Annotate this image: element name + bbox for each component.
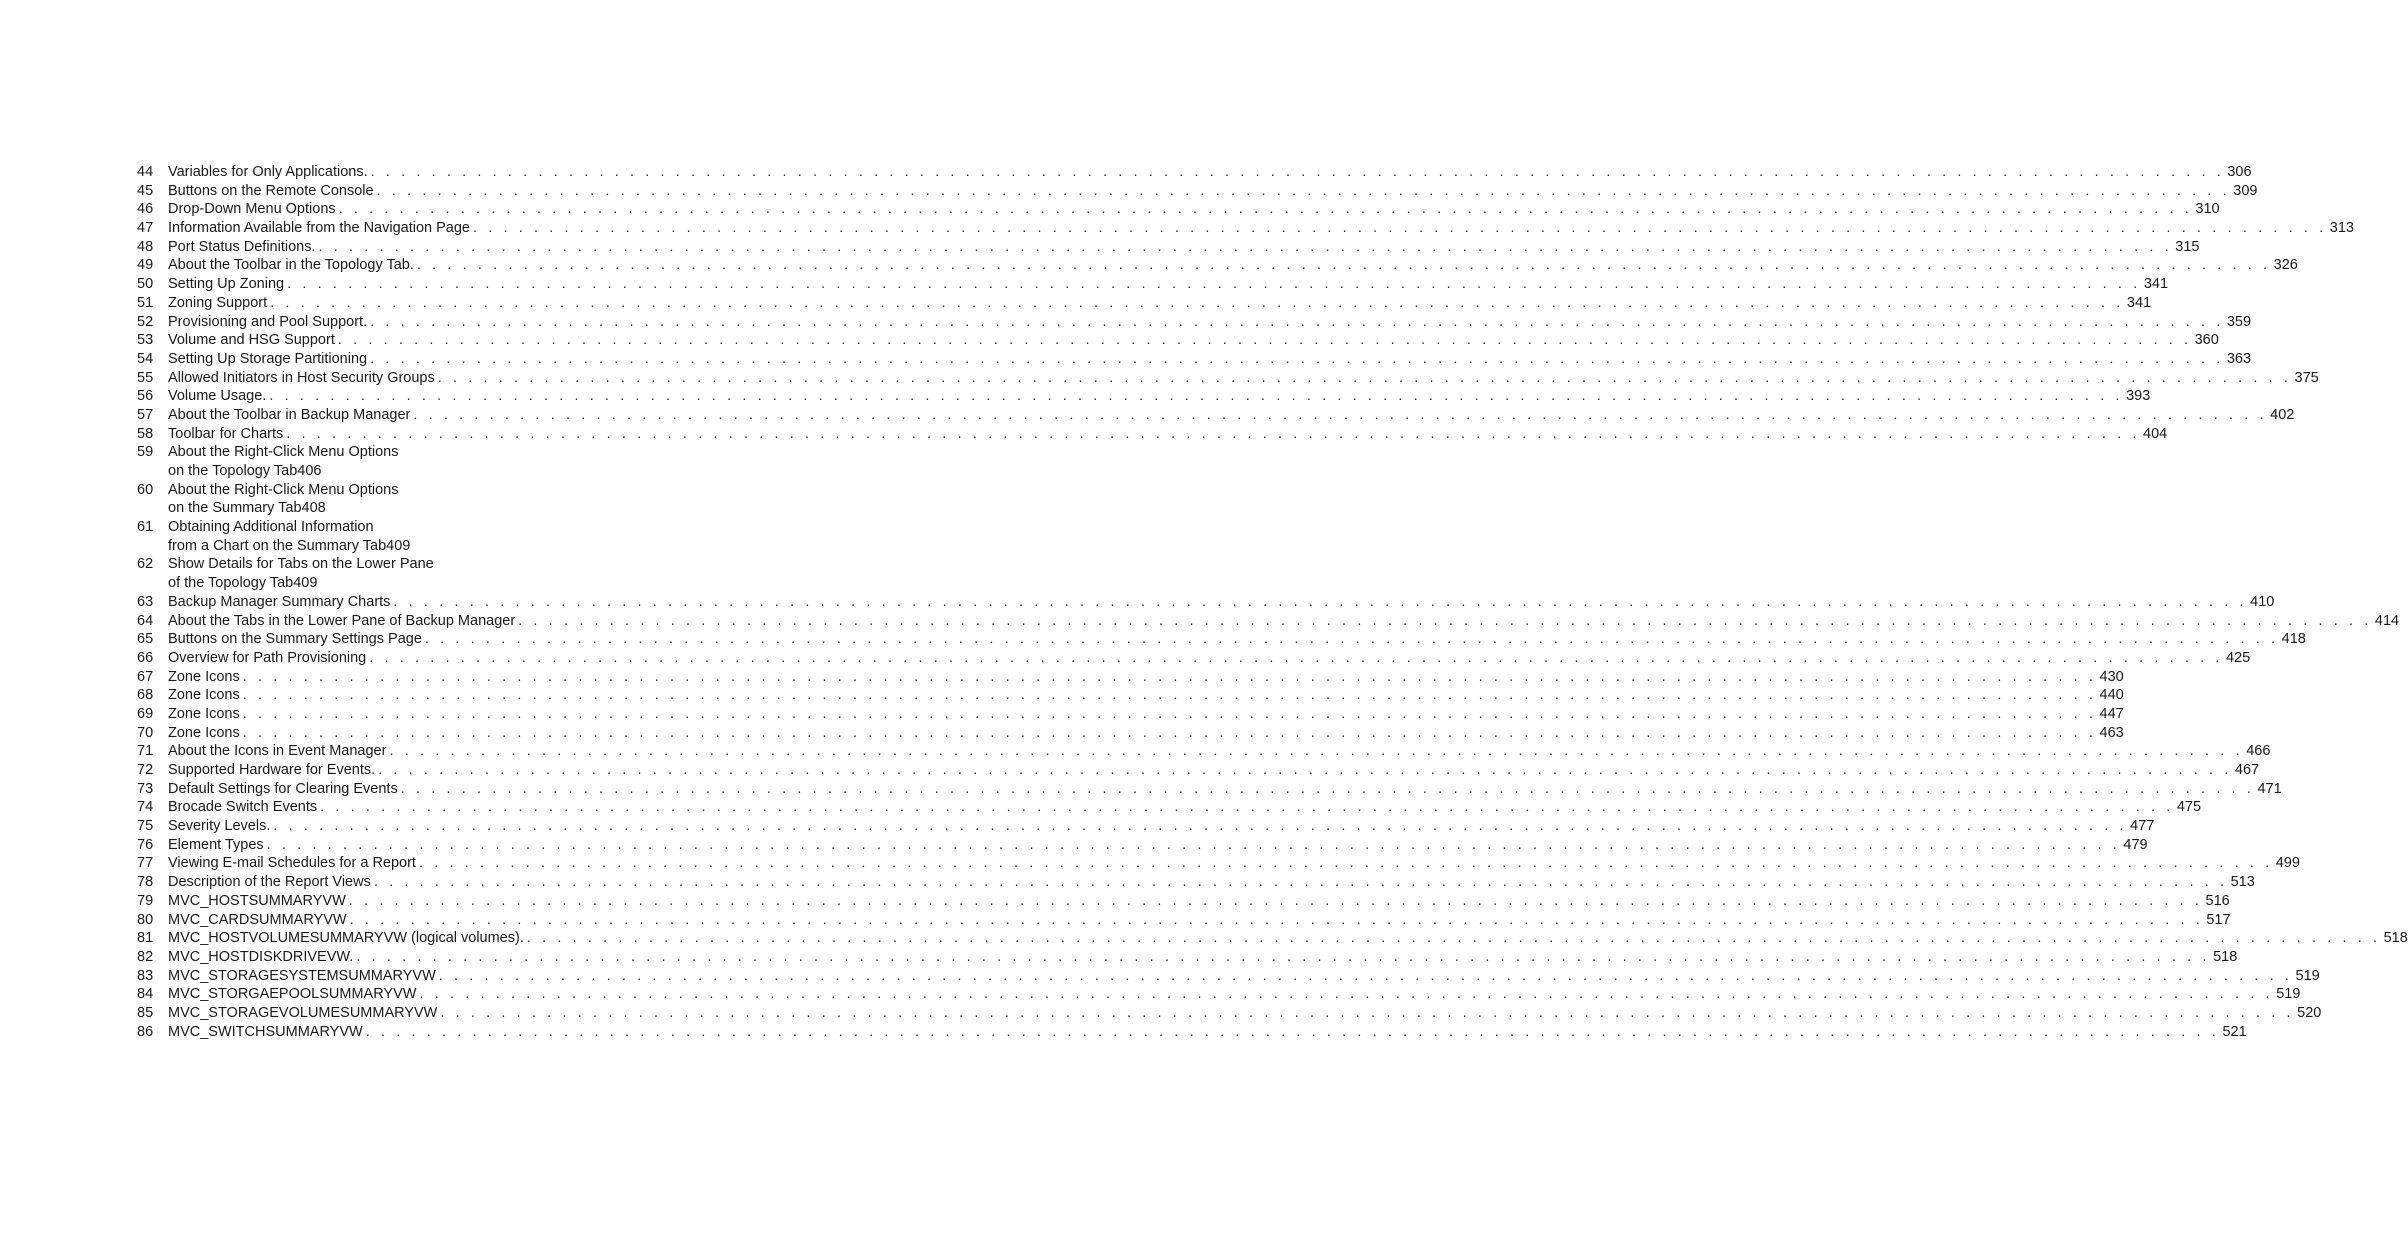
toc-entry[interactable]: [137, 798, 2202, 817]
entry-number: 67: [137, 668, 154, 685]
entry-number: 83: [137, 967, 154, 984]
entry-number: 79: [137, 892, 154, 909]
entry-title: MVC_HOSTSUMMARYVW: [168, 892, 346, 909]
entry-number: 76: [137, 836, 154, 853]
entry-title: MVC_STORAGESYSTEMSUMMARYVW: [168, 967, 436, 984]
entry-title-line2: of the Topology Tab409: [168, 575, 318, 592]
entry-title-line2: from a Chart on the Summary Tab409: [168, 537, 411, 554]
dot-leader: [270, 294, 2124, 313]
toc-entry[interactable]: [137, 892, 2230, 911]
dot-leader: [473, 219, 2327, 238]
entry-title-line1: About the Right-Click Menu Options: [168, 481, 399, 498]
dot-leader: [370, 313, 2224, 332]
page-number: 467: [2234, 762, 2260, 778]
entry-title-line2: on the Summary Tab408: [168, 500, 326, 517]
entry-number: 62: [137, 556, 154, 573]
dot-leader: [417, 256, 2271, 275]
toc-entry[interactable]: [137, 854, 2300, 873]
entry-title: Drop-Down Menu Options: [168, 201, 336, 218]
entry-title: Default Settings for Clearing Events: [168, 780, 398, 797]
dot-leader: [518, 612, 2372, 631]
page-number: 393: [2126, 388, 2151, 405]
page-number: 517: [2206, 911, 2231, 928]
toc-entry[interactable]: [137, 836, 2148, 855]
dot-leader: [273, 817, 2127, 836]
entry-number: 60: [137, 481, 154, 498]
entry-number: 78: [137, 874, 154, 891]
page-number: 519: [2276, 986, 2301, 1003]
entry-title: Variables for Only Applications.: [168, 164, 368, 180]
entry-number: 84: [137, 986, 154, 1003]
dot-leader: [378, 761, 2232, 780]
toc-entry[interactable]: [137, 911, 2231, 930]
toc-entry[interactable]: [137, 985, 2301, 1004]
toc-entry[interactable]: [137, 425, 2168, 444]
entry-number: 47: [137, 220, 154, 237]
dot-leader: [350, 911, 2204, 930]
toc-entry[interactable]: [137, 313, 2252, 332]
dot-leader: [401, 780, 2255, 799]
page-number: 313: [2329, 220, 2354, 237]
entry-title: Setting Up Storage Partitioning: [168, 350, 368, 367]
dot-leader: [319, 238, 2173, 257]
toc-entry[interactable]: [137, 724, 2124, 743]
entry-title: Port Status Definitions.: [168, 238, 316, 255]
entry-number: 57: [137, 406, 154, 423]
page-number: 326: [2273, 257, 2298, 274]
dot-leader: [286, 425, 2140, 444]
page-number: 499: [2275, 855, 2300, 872]
page-number: 477: [2130, 818, 2155, 835]
entry-number: 54: [137, 350, 154, 367]
dot-leader: [425, 630, 2279, 649]
entry-number: 50: [137, 276, 154, 293]
toc-entry[interactable]: [137, 705, 2124, 724]
entry-number: 59: [137, 444, 154, 461]
entry-title: Information Available from the Navigation Page: [168, 220, 470, 237]
page-number: 341: [2143, 276, 2169, 293]
entry-title: MVC_CARDSUMMARYVW: [168, 911, 347, 928]
page-number: 475: [2176, 799, 2202, 816]
dot-leader: [370, 350, 2224, 369]
toc-entry[interactable]: [137, 163, 2252, 182]
entry-title: MVC_SWITCHSUMMARYVW: [168, 1023, 363, 1040]
entry-number: 66: [137, 649, 154, 666]
page-number: 430: [2099, 668, 2124, 685]
page-number: 440: [2099, 687, 2124, 704]
entry-title: Brocade Switch Events: [168, 799, 318, 816]
entry-number: 63: [137, 593, 154, 610]
page-number: 519: [2295, 967, 2320, 984]
entry-number: 73: [137, 780, 154, 797]
entry-title: Toolbar for Charts: [168, 425, 284, 442]
entry-title: Setting Up Zoning: [168, 276, 285, 293]
toc-entry[interactable]: [137, 761, 2260, 780]
entry-number: 70: [137, 724, 154, 741]
toc-entry[interactable]: [137, 518, 804, 555]
entry-title: MVC_HOSTVOLUMESUMMARYVW (logical volumes).: [168, 930, 524, 947]
dot-leader: [389, 742, 2243, 761]
toc-entry[interactable]: [137, 481, 804, 518]
toc-entry[interactable]: [137, 238, 2200, 257]
entry-title: Zoning Support: [168, 294, 268, 311]
page-number: 315: [2175, 238, 2200, 255]
dot-leader: [419, 854, 2273, 873]
entry-title-line2: on the Topology Tab406: [168, 463, 322, 479]
toc-entry[interactable]: [137, 649, 2251, 668]
dot-leader: [440, 1004, 2294, 1023]
table-of-contents: [137, 163, 2408, 1041]
toc-entry[interactable]: [137, 817, 2155, 836]
entry-title: Zone Icons: [168, 687, 240, 704]
dot-leader: [243, 724, 2097, 743]
entry-title-line1: Show Details for Tabs on the Lower Pane: [168, 556, 434, 573]
dot-leader: [339, 200, 2193, 219]
page-number: 402: [2270, 406, 2295, 423]
toc-entry[interactable]: [137, 200, 2220, 219]
page-number: 359: [2226, 313, 2252, 330]
entry-title: Zone Icons: [168, 668, 240, 685]
toc-entry[interactable]: [137, 1023, 2247, 1042]
toc-entry[interactable]: [137, 948, 2238, 967]
page-number: 363: [2226, 350, 2252, 367]
entry-title: Viewing E-mail Schedules for a Report: [168, 855, 416, 872]
toc-entry[interactable]: [137, 275, 2169, 294]
entry-number: 85: [137, 1004, 154, 1021]
page-number: 518: [2213, 948, 2238, 965]
page-number: 518: [2383, 930, 2408, 947]
toc-entry[interactable]: [137, 929, 2408, 948]
page-number: 513: [2230, 874, 2255, 891]
entry-number: 69: [137, 705, 154, 722]
dot-leader: [349, 892, 2203, 911]
page-number: 463: [2099, 724, 2124, 741]
page-number: 341: [2126, 294, 2152, 311]
dot-leader: [320, 798, 2174, 817]
entry-number: 48: [137, 238, 154, 255]
toc-entry[interactable]: [137, 612, 2400, 631]
dot-leader: [438, 369, 2292, 388]
dot-leader: [243, 668, 2097, 687]
page-number: 521: [2222, 1023, 2247, 1040]
entry-title: Description of the Report Views: [168, 874, 371, 891]
dot-leader: [393, 593, 2247, 612]
dot-leader: [527, 929, 2381, 948]
dot-leader: [419, 985, 2273, 1004]
entry-number: 55: [137, 369, 154, 386]
entry-number: 53: [137, 332, 154, 349]
dot-leader: [377, 182, 2231, 201]
entry-number: 56: [137, 388, 154, 405]
entry-title: MVC_STORAGEVOLUMESUMMARYVW: [168, 1004, 438, 1021]
page-number: 309: [2233, 182, 2258, 199]
toc-entry[interactable]: [137, 668, 2124, 687]
entry-title-line1: About the Right-Click Menu Options: [168, 444, 399, 461]
dot-leader: [439, 967, 2293, 986]
entry-number: 65: [137, 631, 154, 648]
toc-entry[interactable]: [137, 350, 2252, 369]
dot-leader: [267, 836, 2121, 855]
toc-entry[interactable]: [137, 967, 2320, 986]
page-number: 479: [2123, 836, 2148, 853]
page-number: 375: [2294, 369, 2319, 386]
dot-leader: [369, 649, 2223, 668]
page-number: 425: [2226, 649, 2251, 666]
entry-title: Allowed Initiators in Host Security Groups: [168, 369, 435, 386]
dot-leader: [366, 1023, 2220, 1042]
entry-title: Backup Manager Summary Charts: [168, 593, 391, 610]
entry-title: Element Types: [168, 836, 264, 853]
toc-entry[interactable]: [137, 555, 804, 592]
entry-number: 64: [137, 612, 154, 629]
page-number: 516: [2205, 892, 2230, 909]
dot-leader: [243, 686, 2097, 705]
dot-leader: [356, 948, 2210, 967]
toc-entry[interactable]: [137, 406, 2295, 425]
toc-entry[interactable]: [137, 387, 2151, 406]
page-number: 471: [2257, 780, 2282, 797]
dot-leader: [338, 331, 2192, 350]
entry-number: 80: [137, 911, 154, 928]
toc-entry[interactable]: [137, 686, 2124, 705]
entry-number: 68: [137, 687, 154, 704]
entry-title: About the Tabs in the Lower Pane of Backup Manager: [168, 612, 516, 629]
entry-number: 72: [137, 762, 154, 778]
toc-entry[interactable]: [137, 443, 804, 480]
toc-entry[interactable]: [137, 219, 2354, 238]
toc-entry[interactable]: [137, 593, 2275, 612]
entry-number: 49: [137, 257, 154, 274]
toc-entry[interactable]: [137, 780, 2282, 799]
page-number: 447: [2099, 705, 2124, 722]
entry-number: 61: [137, 519, 154, 536]
page-number: 306: [2227, 164, 2252, 180]
entry-number: 81: [137, 930, 154, 947]
entry-title: Buttons on the Remote Console: [168, 182, 374, 199]
entry-number: 46: [137, 201, 154, 218]
entry-title: Provisioning and Pool Support.: [168, 313, 368, 330]
page-number: 418: [2281, 631, 2306, 648]
entry-title: Buttons on the Summary Settings Page: [168, 631, 422, 648]
toc-entry[interactable]: [137, 369, 2319, 388]
page-number: 520: [2297, 1004, 2322, 1021]
entry-title: Severity Levels.: [168, 818, 271, 835]
entry-title: Zone Icons: [168, 724, 240, 741]
page-number: 404: [2143, 425, 2168, 442]
entry-title: Overview for Path Provisioning: [168, 649, 367, 666]
entry-number: 58: [137, 425, 154, 442]
entry-number: 75: [137, 818, 154, 835]
dot-leader: [243, 705, 2097, 724]
entry-number: 77: [137, 855, 154, 872]
entry-title-line1: Obtaining Additional Information: [168, 519, 374, 536]
entry-title: About the Toolbar in Backup Manager: [168, 406, 411, 423]
dot-leader: [287, 275, 2141, 294]
entry-title: Supported Hardware for Events.: [168, 762, 376, 778]
page-number: 360: [2194, 332, 2219, 349]
entry-title: Volume and HSG Support: [168, 332, 335, 349]
toc-entry[interactable]: [137, 256, 2298, 275]
dot-leader: [269, 387, 2123, 406]
entry-number: 82: [137, 948, 154, 965]
page-number: 466: [2246, 743, 2271, 760]
toc-entry[interactable]: [137, 630, 2306, 649]
entry-number: 74: [137, 799, 154, 816]
entry-number: 86: [137, 1023, 154, 1040]
toc-entry[interactable]: [137, 742, 2271, 761]
entry-title: Zone Icons: [168, 705, 240, 722]
toc-entry[interactable]: [137, 294, 2152, 313]
entry-number: 71: [137, 743, 154, 760]
entry-title: About the Icons in Event Manager: [168, 743, 387, 760]
entry-title: MVC_STORGAEPOOLSUMMARYVW: [168, 986, 417, 1003]
entry-number: 52: [137, 313, 154, 330]
page-number: 414: [2374, 612, 2400, 629]
toc-entry[interactable]: [137, 1004, 2322, 1023]
toc-entry[interactable]: [137, 182, 2258, 201]
dot-leader: [374, 873, 2228, 892]
page-number: 310: [2195, 201, 2220, 218]
entry-title: About the Toolbar in the Topology Tab.: [168, 257, 414, 274]
entry-number: 44: [137, 164, 154, 180]
toc-entry[interactable]: [137, 873, 2255, 892]
entry-number: 45: [137, 182, 154, 199]
entry-number: 51: [137, 294, 154, 311]
dot-leader: [413, 406, 2267, 425]
dot-leader: [371, 163, 2225, 182]
entry-title: MVC_HOSTDISKDRIVEVW.: [168, 948, 354, 965]
toc-entry[interactable]: [137, 331, 2219, 350]
page-number: 410: [2250, 593, 2275, 610]
entry-title: Volume Usage.: [168, 388, 267, 405]
